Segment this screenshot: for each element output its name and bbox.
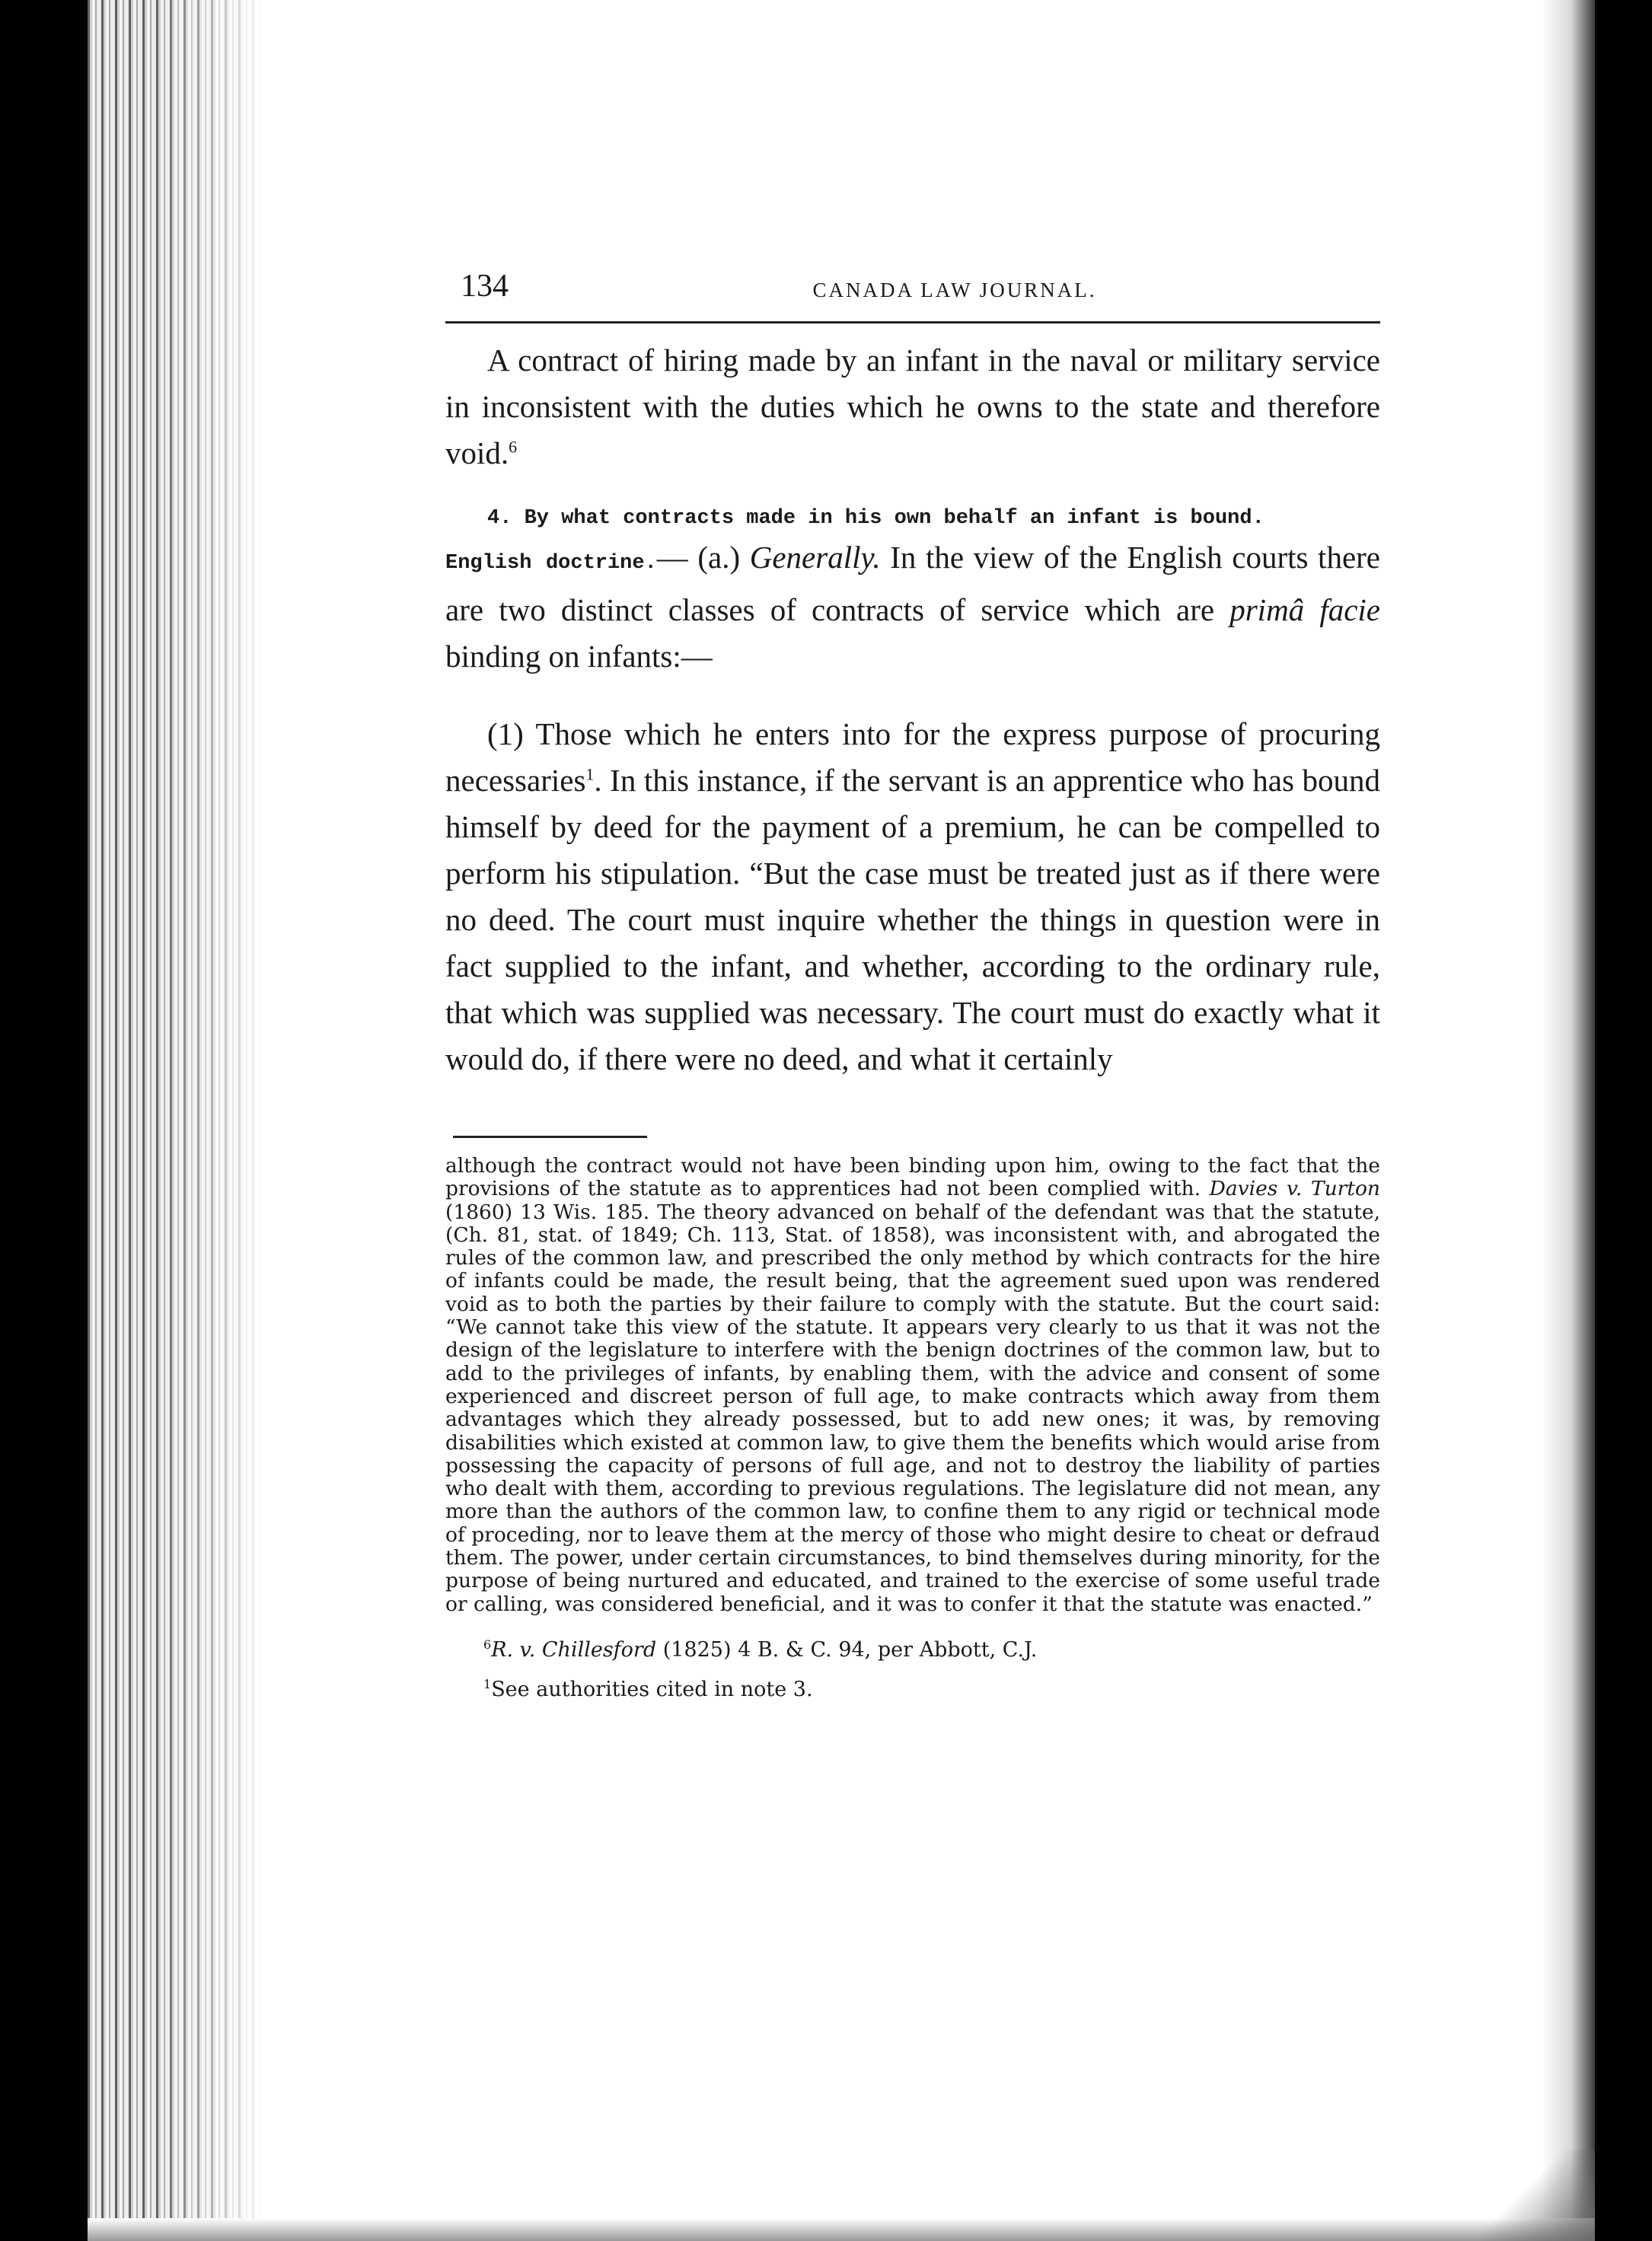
footnote-rule: [453, 1136, 647, 1138]
footnote-text-part2: (1860) 13 Wis. 185. The theory advanced on behalf of the defendant was that the statute, (Ch. 81, stat. of 1849; Ch. 113, Stat. of 1858), was inconsistent with, and abrogated the rules of the common law, and prescribed the only method by which contracts for the hire of infants could be made, the result being, that the agreement sued upon was rendered void as to both the parties by their failure to comply with the statute. But the court said: “We cannot take this view of the statute. It appears very clearly to us that it was not the design of the legislature to interfere with the benign doctrines of the common law, but to add to the privileges of infants, by enabling them, with the advice and consent of some experienced and discreet person of full age, to make contracts which away from them advantages which they already possessed, but to add new ones; it was, by removing disabilities which existed at common law, to give them the benefits which would arise from possessing the capacity of persons of full age, and not to destroy the liability of parties who dealt with them, according to previous regulations. The legislature did not mean, any more than the authors of the common law, to confine them to any rigid or technical mode of proceding, nor to leave them at the mercy of those who might desire to cheat or defraud them. The power, under certain circumstances, to bind themselves during minority, for the purpose of being nurtured and educated, and trained to the exercise of some useful trade or calling, was considered beneficial, and it was to confer it that the statute was enacted.”: [445, 1200, 1380, 1616]
paragraph-text: (1) Those which he enters into for the express purpose of procuring necessaries: [445, 716, 1380, 798]
scan-right-border: [1595, 0, 1652, 2241]
footnote-6: [445, 1637, 1380, 1663]
inline-heading: English doctrine.: [445, 552, 657, 575]
journal-title: CANADA LAW JOURNAL.: [812, 279, 1097, 301]
footnote-continued: [445, 1155, 1380, 1616]
scan-binding-fade: [152, 0, 266, 2241]
italic-generally: Generally.: [749, 540, 881, 575]
heading-dash: — (a.): [656, 540, 750, 575]
footnote-1: [445, 1677, 1380, 1703]
scan-right-shadow: [1542, 0, 1595, 2241]
paragraph-english-doctrine: [445, 534, 1380, 680]
case-name: Davies v. Turton: [1209, 1177, 1380, 1201]
scan-corner-shadow: [1481, 2150, 1595, 2241]
footnote-text: See authorities cited in note 3.: [491, 1677, 813, 1701]
case-name: R. v. Chillesford: [491, 1637, 657, 1662]
document-page: [445, 259, 1380, 1703]
scan-bottom-shadow: [88, 2218, 1595, 2241]
scan-left-border: [0, 0, 88, 2241]
paragraph-text: A contract of hiring made by an infant in the naval or military service in inconsistent with the duties which he owns to the state and therefore void.: [445, 343, 1380, 470]
paragraph-necessaries: [445, 711, 1380, 1082]
section-heading: 4. By what contracts made in his own behalf an infant is bound.: [487, 507, 1265, 530]
footnote-ref-1: 1: [585, 764, 595, 784]
footnote-text: (1825) 4 B. & C. 94, per Abbott, C.J.: [656, 1637, 1038, 1662]
italic-prima-facie: primâ facie: [1229, 592, 1380, 627]
footnote-text-part1: although the contract would not have been binding upon him, owing to the fact that the provisions of the statute as to apprentices had not been complied with.: [445, 1154, 1380, 1201]
footnote-marker: 1: [483, 1676, 492, 1691]
paragraph-military-service: [445, 337, 1380, 477]
paragraph-text-end: binding on infants:—: [445, 639, 713, 674]
footnote-marker: 6: [483, 1637, 492, 1652]
header-rule: [445, 321, 1380, 324]
page-number: 134: [461, 269, 509, 304]
running-head: [445, 259, 1380, 312]
footnote-ref-6: 6: [509, 437, 518, 457]
paragraph-text: In the view of the English courts there are two distinct classes of contracts of service which are: [445, 540, 1380, 627]
paragraph-text-rest: . In this instance, if the servant is an apprentice who has bound himself by deed for the payment of a premium, he can be compelled to perform his stipulation. “But the case must be treated just as if there were no deed. The court must inquire whether the things in question were in fact supplied to the infant, and whether, according to the ordinary rule, that which was supplied was necessary. The court must do exactly what it would do, if there were no deed, and what it certainly: [445, 763, 1380, 1076]
